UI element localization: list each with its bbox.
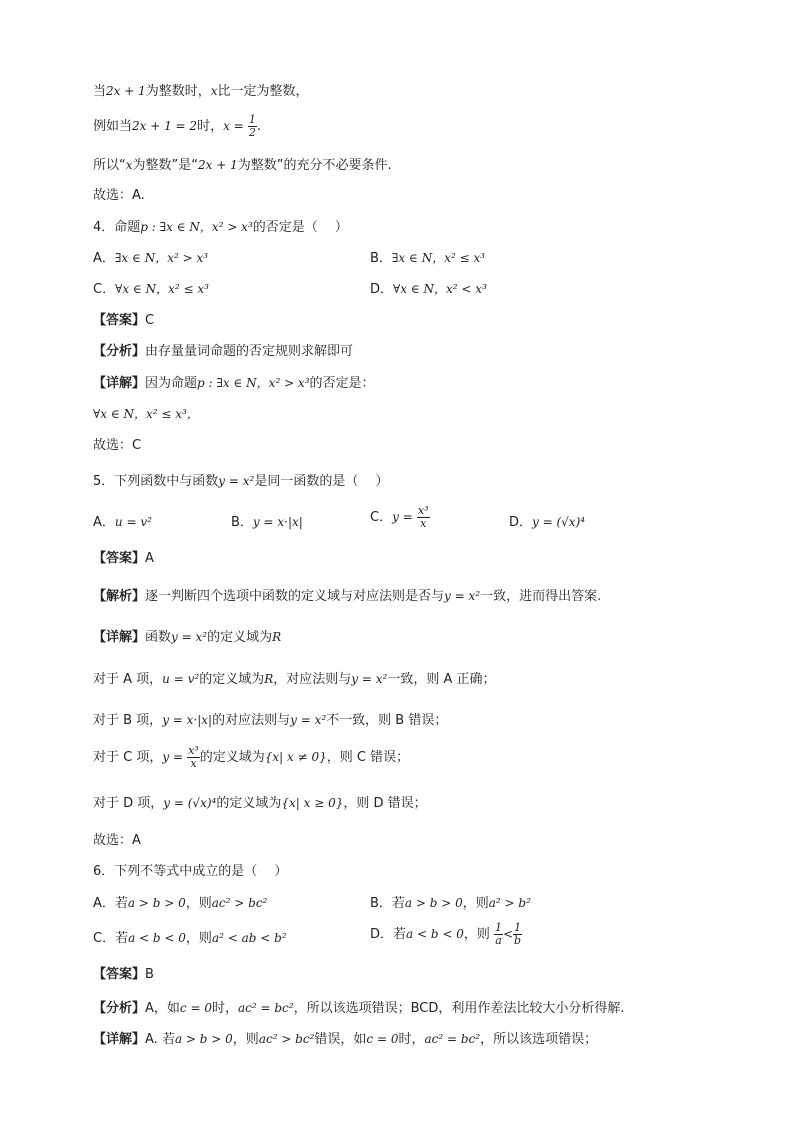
math-expr: a < b < 0 — [128, 931, 186, 945]
text: 比一定为整数， — [217, 84, 309, 99]
analysis-tag: 【分析】 — [93, 344, 146, 359]
answer-tag: 【答案】 — [93, 313, 146, 328]
numerator: x³ — [188, 744, 199, 757]
q4-answer — [93, 312, 154, 330]
q5-option-c — [370, 505, 430, 530]
denominator: b — [514, 934, 522, 947]
numerator: 1 — [495, 921, 503, 934]
intro-line-4: 故选：A. — [93, 188, 145, 203]
q4-stem — [93, 218, 348, 237]
text: ，则 — [232, 1032, 259, 1047]
math-expr: y = x² — [290, 713, 327, 727]
text: 逐一判断四个选项中函数的定义域与对应法则是否与 — [145, 589, 445, 604]
math-expr: y = — [392, 510, 413, 524]
text: 一致，则 A 正确； — [387, 672, 496, 687]
solution-tag: 【解析】 — [93, 589, 146, 604]
option-label: A． — [93, 515, 115, 530]
text: 是同一函数的是（ ） — [254, 474, 389, 489]
q5-detail-a — [93, 670, 495, 689]
option-label: B． — [370, 251, 392, 266]
answer-value: C — [145, 313, 155, 328]
text: 时， — [398, 1032, 425, 1047]
math-expr: y = x² — [218, 474, 255, 488]
math-expr: ∃x ∈ N，x² > x³ — [114, 251, 209, 265]
text: 所以“ — [93, 158, 126, 173]
text: ，则 — [463, 927, 490, 942]
option-label: D． — [509, 515, 533, 530]
denominator: a — [495, 934, 502, 947]
q6-option-a — [93, 894, 267, 913]
text: ，则 — [185, 896, 212, 911]
text: 的对应法则与 — [212, 713, 291, 728]
q4-detail-2 — [93, 405, 199, 424]
text: A. 若 — [145, 1032, 175, 1047]
math-expr: ∀x ∈ N，x² < x³ — [393, 282, 487, 296]
q6-option-d — [370, 922, 522, 947]
math-expr: 2x + 1 — [198, 158, 238, 172]
q6-analysis — [93, 999, 625, 1018]
text: 函数 — [145, 630, 172, 645]
text: ，所以该选项错误；BCD，利用作差法比较大小分析得解. — [293, 1001, 625, 1016]
text: 对于 C 项， — [93, 750, 163, 765]
math-expr: p : ∃x ∈ N，x² > x³ — [140, 220, 253, 234]
text: 为整数”的充分不必要条件. — [237, 158, 392, 173]
text: 当 — [93, 84, 107, 99]
q5-detail-b — [93, 711, 447, 730]
answer-tag: 【答案】 — [93, 551, 146, 566]
math-expr: x — [125, 158, 133, 172]
text: ，所以该选项错误； — [480, 1032, 598, 1047]
q4-option-a — [93, 249, 208, 268]
math-expr: a > b > 0 — [404, 896, 463, 910]
numerator: x³ — [417, 504, 429, 517]
math-expr: ac² = bc² — [237, 1001, 294, 1015]
q4-detail — [93, 374, 375, 393]
q4-choose: 故选：C — [93, 438, 142, 453]
text: . — [256, 119, 261, 134]
q5-detail-c — [93, 745, 409, 770]
option-label: B． — [231, 515, 253, 530]
answer-value: B — [145, 967, 154, 982]
option-label: C． — [370, 510, 393, 525]
math-expr: 2x + 1 = 2 — [132, 119, 198, 133]
text: A，如 — [145, 1001, 180, 1016]
text: 的定义域为 — [199, 672, 265, 687]
q5-detail — [93, 628, 281, 647]
q6-option-c — [93, 929, 287, 948]
math-expr: 2x + 1 — [106, 84, 146, 98]
text: 时， — [197, 119, 224, 134]
fraction — [513, 922, 522, 947]
option-label: D． — [370, 282, 394, 297]
math-expr: a² > b² — [488, 896, 531, 910]
text: 的定义域为 — [207, 630, 273, 645]
fraction — [417, 505, 430, 530]
math-expr: c = 0 — [366, 1032, 399, 1046]
answer-value: A — [145, 551, 154, 566]
option-label: A．若 — [93, 896, 128, 911]
math-expr: a² < ab < b² — [211, 931, 287, 945]
text: 的否定是： — [309, 376, 375, 391]
text: ，对应法则与 — [273, 672, 352, 687]
denominator: 2 — [248, 126, 256, 139]
intro-line-2 — [93, 114, 261, 139]
q6-stem: 6．下列不等式中成立的是（ ） — [93, 864, 288, 879]
q6-option-b — [370, 894, 531, 913]
analysis-tag: 【分析】 — [93, 1001, 146, 1016]
text: 时， — [211, 1001, 238, 1016]
math-expr: y = x² — [171, 630, 208, 644]
math-expr: < — [503, 927, 514, 941]
text: 的否定是（ ） — [252, 220, 348, 235]
q4-analysis — [93, 343, 353, 361]
fraction — [248, 114, 257, 139]
text: 为整数时， — [145, 84, 211, 99]
text: ，则 — [462, 896, 489, 911]
text: 不一致，则 B 错误； — [326, 713, 448, 728]
numerator: 1 — [514, 921, 522, 934]
q5-solution — [93, 587, 601, 606]
fraction — [494, 922, 503, 947]
detail-tag: 【详解】 — [93, 376, 146, 391]
text: 一致，进而得出答案. — [480, 589, 602, 604]
analysis-text: 由存量量词命题的否定规则求解即可 — [145, 344, 354, 359]
denominator: x — [420, 517, 427, 530]
q5-option-a — [93, 513, 152, 532]
math-expr: u = v² — [114, 515, 152, 529]
math-expr: y = (√x)⁴ — [163, 796, 217, 810]
q6-detail — [93, 1030, 597, 1049]
intro-line-1 — [93, 82, 309, 101]
math-expr: y = x·|x| — [162, 713, 213, 727]
text: ，则 — [185, 931, 212, 946]
math-expr: a > b > 0 — [127, 896, 186, 910]
math-expr: R — [264, 672, 274, 686]
text: 的定义域为 — [199, 750, 265, 765]
option-label: C．若 — [93, 931, 129, 946]
text: 因为命题 — [145, 376, 198, 391]
text: 4．命题 — [93, 220, 141, 235]
option-label: B．若 — [370, 896, 405, 911]
q5-option-d — [509, 513, 585, 532]
math-expr: y = x·|x| — [252, 515, 303, 529]
math-expr: ac² = bc² — [424, 1032, 481, 1046]
math-expr: x — [210, 84, 218, 98]
intro-line-3 — [93, 156, 392, 175]
math-expr: a > b > 0 — [174, 1032, 233, 1046]
math-expr: y = (√x)⁴ — [532, 515, 586, 529]
text: ，则 D 错误； — [343, 796, 427, 811]
q6-answer — [93, 966, 154, 984]
math-expr: ∀x ∈ N，x² ≤ x³ — [115, 282, 209, 296]
detail-tag: 【详解】 — [93, 630, 146, 645]
text: ，则 C 错误； — [326, 750, 410, 765]
option-label: A． — [93, 251, 115, 266]
q4-option-d — [370, 280, 487, 299]
math-expr: {x| x ≥ 0} — [281, 796, 344, 810]
q4-option-b — [370, 249, 485, 268]
math-expr: ∃x ∈ N，x² ≤ x³ — [391, 251, 486, 265]
math-expr: a < b < 0 — [406, 927, 464, 941]
text: 的定义域为 — [216, 796, 282, 811]
math-expr: y = x² — [351, 672, 388, 686]
fraction — [187, 745, 200, 770]
math-expr: y = x² — [444, 589, 481, 603]
math-expr: y = — [162, 750, 183, 764]
math-expr: u = v² — [162, 672, 200, 686]
math-expr: x = — [223, 119, 244, 133]
math-expr: ac² > bc² — [211, 896, 268, 910]
text: 对于 D 项， — [93, 796, 164, 811]
math-expr: {x| x ≠ 0} — [264, 750, 327, 764]
q5-stem — [93, 472, 388, 491]
text: 例如当 — [93, 119, 133, 134]
text: 为整数”是“ — [132, 158, 199, 173]
q5-choose: 故选：A — [93, 833, 141, 848]
denominator: x — [190, 757, 197, 770]
math-expr: ac² > bc² — [258, 1032, 315, 1046]
option-label: D．若 — [370, 927, 407, 942]
q4-option-c — [93, 280, 209, 299]
answer-tag: 【答案】 — [93, 967, 146, 982]
q5-answer — [93, 550, 154, 568]
q5-detail-d — [93, 794, 427, 813]
q5-option-b — [231, 513, 303, 532]
option-label: C． — [93, 282, 116, 297]
math-expr: p : ∃x ∈ N，x² > x³ — [197, 376, 310, 390]
text: 5．下列函数中与函数 — [93, 474, 219, 489]
math-expr: R — [272, 630, 282, 644]
text: 对于 B 项， — [93, 713, 163, 728]
detail-tag: 【详解】 — [93, 1032, 146, 1047]
math-expr: ∀x ∈ N，x² ≤ x³， — [93, 407, 199, 421]
text: 错误，如 — [314, 1032, 367, 1047]
text: 对于 A 项， — [93, 672, 163, 687]
numerator: 1 — [248, 113, 256, 126]
math-expr: c = 0 — [179, 1001, 212, 1015]
